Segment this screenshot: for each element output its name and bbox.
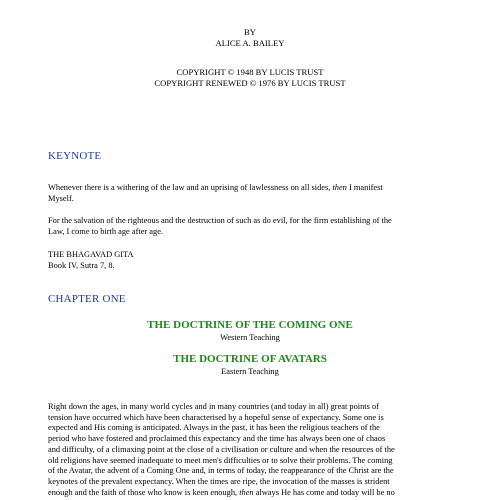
keynote-p1-emphasis: then <box>332 183 347 192</box>
body-last-text: enough and the faith of those who know is keen enough, <box>48 487 240 497</box>
section-subtitle-western: Western Teaching <box>220 333 280 342</box>
chapter-heading: CHAPTER ONE <box>48 293 126 305</box>
keynote-p1-text-end: I manifest <box>346 183 383 192</box>
body-line: keynotes of the prevalent expectancy. When the times are ripe, the invocation of the masses is strident <box>48 476 390 486</box>
copyright-renewed-line: COPYRIGHT RENEWED © 1976 BY LUCIS TRUST <box>154 77 346 88</box>
keynote-p1-text: Whenever there is a withering of the law and an uprising of lawlessness on all sides, <box>48 183 333 192</box>
keynote-paragraph-2 <box>48 216 456 237</box>
body-line: expected and His coming is anticipated. Always in the past, it has been the religious teachers of the <box>48 423 380 433</box>
author-name: ALICE A. BAILEY <box>215 37 285 48</box>
body-last-text-end: always He has come and today will be no <box>253 487 395 497</box>
keynote-p2-line-1: For the salvation of the righteous and the destruction of such as do evil, for the firm establishing of the <box>48 216 392 225</box>
source-title: THE BHAGAVAD GITA <box>48 250 134 259</box>
body-line: of the Avatar, the advent of a Coming One and, in terms of today, the reappearance of the Christ are the <box>48 466 394 476</box>
body-line: Right down the ages, in many world cycles and in many countries (and today in all) great points of <box>48 402 379 411</box>
chapter-body-paragraph <box>48 402 458 498</box>
author-block <box>0 27 500 48</box>
body-line: and difficulty, of a climaxing point at the close of a civilisation or culture and when the resources of the <box>48 444 395 454</box>
source-reference: Book IV, Sutra 7, 8. <box>48 260 115 270</box>
keynote-heading: KEYNOTE <box>48 150 102 162</box>
keynote-source <box>48 250 456 271</box>
keynote-p1-line-2: Myself. <box>48 193 74 203</box>
keynote-paragraph-1 <box>48 183 456 204</box>
section-subtitle-eastern: Eastern Teaching <box>221 367 279 376</box>
body-line: old religions have seemed inadequate to meet men's difficulties or to solve their problems. The coming <box>48 455 393 465</box>
section-title-coming-one: THE DOCTRINE OF THE COMING ONE <box>147 319 353 331</box>
body-line: tension have occurred which have been characterised by a hopeful sense of expectancy. Some one is <box>48 412 384 422</box>
body-line-last <box>48 488 458 499</box>
by-label: BY <box>244 27 256 37</box>
keynote-p2-line-2: Law, I come to birth age after age. <box>48 226 164 236</box>
copyright-line: COPYRIGHT © 1948 BY LUCIS TRUST <box>176 67 324 77</box>
copyright-block <box>0 67 500 88</box>
section-title-avatars: THE DOCTRINE OF AVATARS <box>173 353 327 365</box>
body-last-emphasis: then <box>239 487 254 497</box>
body-line: period who have fostered and proclaimed this expectancy and the time has always been one of chaos <box>48 434 386 444</box>
